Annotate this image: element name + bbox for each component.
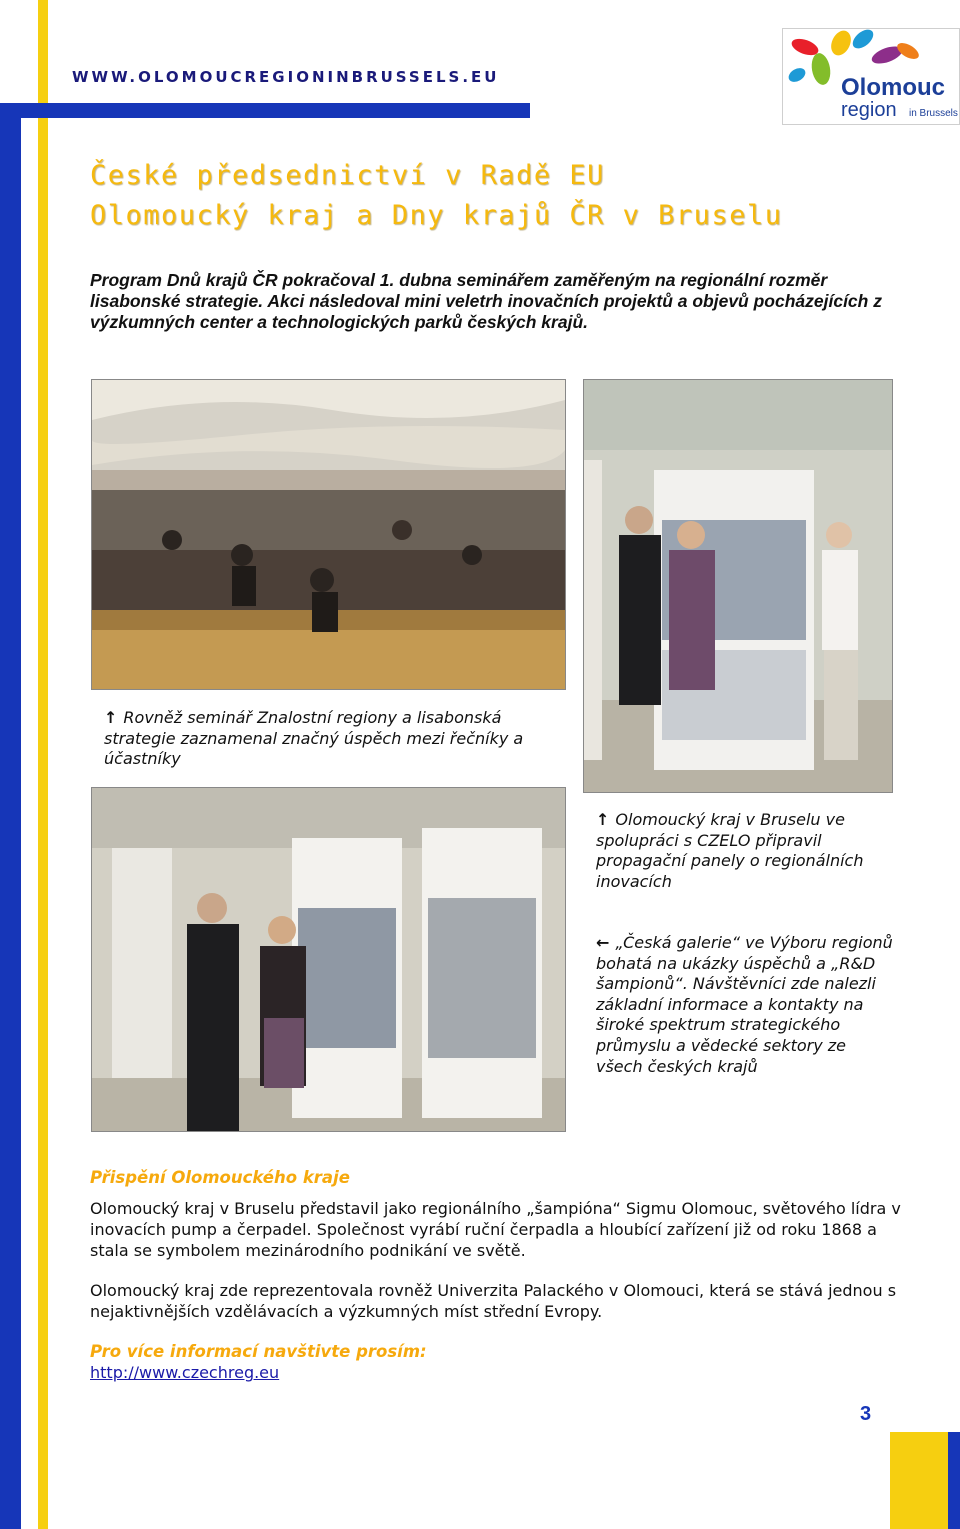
page-number: 3	[860, 1403, 872, 1425]
page-title-line2: Olomoucký kraj a Dny krajů ČR v Bruselu	[90, 200, 783, 231]
logo-text-in-brussels: in Brussels	[909, 108, 958, 119]
footer-blue-stripe	[948, 1432, 960, 1529]
arrow-up-icon: ↑	[596, 810, 610, 829]
czechreg-link[interactable]: http://www.czechreg.eu	[90, 1363, 280, 1382]
caption-panels-text: Olomoucký kraj v Bruselu ve spolupráci s CZELO připravil propagační panely o regionálních inovacích	[596, 810, 864, 891]
arrow-up-icon: ↑	[104, 708, 118, 727]
caption-seminar	[104, 708, 564, 770]
more-info-heading: Pro více informací navštivte prosím:	[90, 1342, 427, 1361]
contribution-paragraph-2: Olomoucký kraj zde reprezentovala rovněž Univerzita Palackého v Olomouci, která se stává jednou s nejaktivnějších vzdělávacích a výzkumných míst střední Evropy.	[90, 1281, 897, 1321]
caption-gallery-text: „Česká galerie“ ve Výboru regionů bohatá na ukázky úspěchů a „R&D šampionů“. Návštěvníci zde nalezli základní informace a kontakty na široké spektrum strategického průmyslu a vědecké sektory ze všech českých krajů	[596, 933, 893, 1076]
intro-paragraph: Program Dnů krajů ČR pokračoval 1. dubna seminářem zaměřeným na regionální rozměr lisabonské strategie. Akci následoval mini veletrh inovačních projektů a objevů pocházejících z výzkumných center a technologických parků českých krajů.	[90, 270, 882, 332]
caption-gallery	[596, 933, 896, 1077]
left-yellow-stripe	[38, 0, 48, 1529]
arrow-left-icon: ←	[596, 933, 610, 952]
caption-seminar-text: Rovněž seminář Znalostní regiony a lisabonská strategie zaznamenal značný úspěch mezi řečníky a účastníky	[104, 708, 524, 769]
header-blue-bar	[0, 103, 530, 118]
logo-text-olomouc: Olomouc	[841, 74, 946, 101]
left-blue-stripe	[0, 103, 21, 1529]
caption-panels	[596, 810, 896, 892]
contribution-heading: Přispění Olomouckého kraje	[90, 1168, 350, 1187]
site-url[interactable]: WWW.OLOMOUCREGIONINBRUSSELS.EU	[72, 68, 500, 86]
contribution-paragraph-1: Olomoucký kraj v Bruselu představil jako regionálního „šampióna“ Sigmu Olomouc, světového lídra v inovacích pump a čerpadel. Společnost vyrábí ruční čerpadla a hloubící zařízení již od roku 1868 a stala se symbolem mezinárodního podnikání ve světě.	[90, 1199, 901, 1260]
logo-text-region: region	[841, 99, 897, 121]
page-title-line1: České předsednictví v Radě EU	[90, 160, 605, 191]
seminar-hall-photo	[91, 379, 566, 690]
czech-gallery-photo	[91, 787, 566, 1132]
olomouc-region-logo	[782, 28, 960, 125]
promo-panels-photo	[583, 379, 893, 793]
